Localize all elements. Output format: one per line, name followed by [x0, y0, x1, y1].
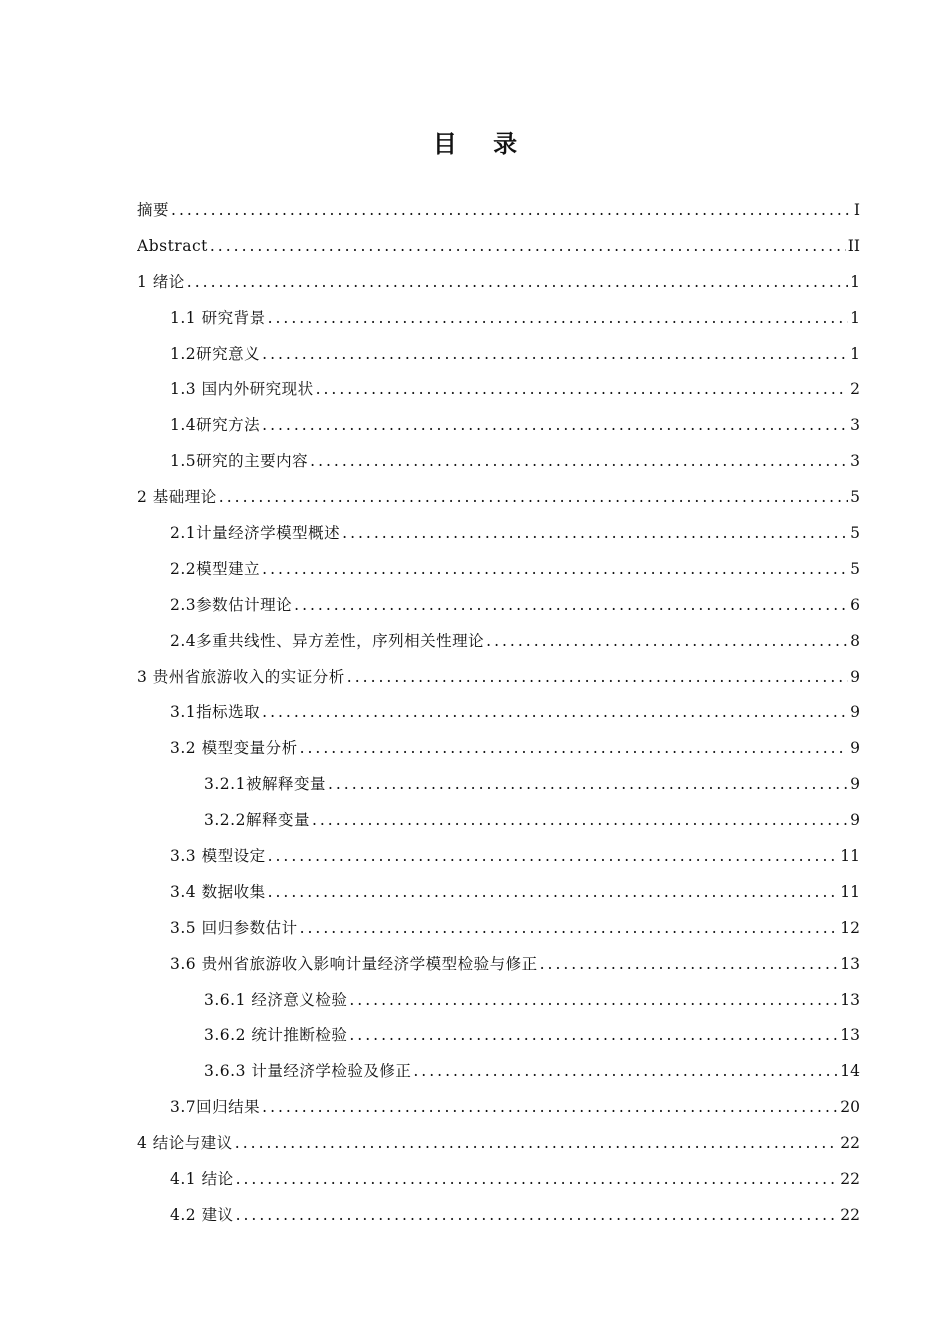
dot-leader — [342, 516, 848, 552]
dot-leader — [236, 1162, 839, 1198]
toc-entry-title: 3.1指标选取 — [170, 703, 261, 722]
toc-entry[interactable] — [137, 1162, 860, 1198]
toc-entry[interactable] — [137, 767, 860, 803]
toc-entry-title: 4.2 建议 — [170, 1205, 234, 1224]
toc-entry-page-number: 6 — [850, 595, 860, 614]
toc-entry[interactable] — [137, 552, 860, 588]
dot-leader — [300, 911, 839, 947]
dot-leader — [486, 624, 848, 660]
toc-entry-title: 2.4多重共线性、异方差性，序列相关性理论 — [170, 631, 485, 650]
dot-leader — [262, 552, 848, 588]
toc-entry-title: 摘要 — [137, 201, 170, 219]
toc-entry-title: 3.6 贵州省旅游收入影响计量经济学模型检验与修正 — [170, 954, 538, 973]
toc-entry[interactable] — [137, 947, 860, 983]
toc-entry-page-number: 9 — [850, 739, 860, 758]
toc-entry[interactable] — [137, 983, 860, 1019]
dot-leader — [540, 947, 839, 983]
dot-leader — [236, 1198, 839, 1234]
dot-leader — [316, 372, 849, 408]
toc-entry-title: 3.2 模型变量分析 — [170, 739, 298, 758]
toc-entry[interactable] — [137, 337, 860, 373]
toc-entry-title: 3 贵州省旅游收入的实证分析 — [137, 667, 345, 686]
toc-entry-page-number: 22 — [840, 1170, 860, 1189]
toc-entry-title: 3.6.3 计量经济学检验及修正 — [204, 1062, 412, 1081]
table-of-contents — [137, 193, 860, 1234]
toc-entry[interactable] — [137, 660, 860, 696]
toc-entry-page-number: 13 — [840, 1026, 860, 1045]
toc-entry-title: 1 绪论 — [137, 272, 185, 291]
toc-entry-title: 1.4研究方法 — [170, 416, 261, 435]
toc-entry[interactable] — [137, 588, 860, 624]
toc-entry-page-number: 20 — [840, 1098, 860, 1117]
toc-entry-title: 3.6.2 统计推断检验 — [204, 1026, 348, 1045]
toc-entry-title: 3.3 模型设定 — [170, 847, 266, 866]
toc-entry[interactable] — [137, 1126, 860, 1162]
dot-leader — [312, 803, 848, 839]
toc-entry-title: 2.2模型建立 — [170, 559, 261, 578]
toc-entry-page-number: 13 — [840, 954, 860, 973]
toc-entry[interactable] — [137, 731, 860, 767]
toc-entry-title: 4 结论与建议 — [137, 1134, 233, 1153]
dot-leader — [187, 265, 848, 301]
page-title: 目 录 — [432, 130, 532, 158]
dot-leader — [294, 588, 848, 624]
toc-entry-title: 2.3参数估计理论 — [170, 595, 293, 614]
toc-entry[interactable] — [137, 1198, 860, 1234]
dot-leader — [349, 1018, 838, 1054]
toc-entry-title: 4.1 结论 — [170, 1170, 234, 1189]
toc-entry-page-number: 11 — [840, 882, 860, 901]
toc-entry[interactable] — [137, 408, 860, 444]
toc-entry-page-number: 5 — [850, 524, 860, 543]
toc-entry-title: 2.1计量经济学模型概述 — [170, 524, 341, 543]
toc-entry-title: 2 基础理论 — [137, 488, 217, 507]
dot-leader — [328, 767, 848, 803]
toc-entry[interactable] — [137, 839, 860, 875]
dot-leader — [210, 229, 846, 265]
toc-entry[interactable] — [137, 301, 860, 337]
toc-entry[interactable] — [137, 480, 860, 516]
dot-leader — [413, 1054, 838, 1090]
toc-entry[interactable] — [137, 372, 860, 408]
dot-leader — [268, 301, 849, 337]
toc-entry[interactable] — [137, 803, 860, 839]
toc-entry-page-number: 1 — [850, 308, 860, 327]
toc-entry-page-number: 9 — [850, 811, 860, 830]
toc-entry-page-number: I — [853, 201, 860, 219]
dot-leader — [268, 875, 839, 911]
dot-leader — [268, 839, 839, 875]
dot-leader — [235, 1126, 838, 1162]
toc-entry-title: 3.5 回归参数估计 — [170, 918, 298, 937]
toc-entry-page-number: 5 — [850, 488, 860, 507]
toc-entry-page-number: 12 — [840, 918, 860, 937]
dot-leader — [347, 660, 848, 696]
toc-entry-page-number: 11 — [840, 847, 860, 866]
dot-leader — [219, 480, 848, 516]
toc-entry-page-number: 14 — [840, 1062, 860, 1081]
dot-leader — [349, 983, 838, 1019]
toc-entry-page-number: 13 — [840, 990, 860, 1009]
toc-entry[interactable] — [137, 624, 860, 660]
toc-entry-page-number: 9 — [850, 703, 860, 722]
dot-leader — [262, 1090, 838, 1126]
toc-entry[interactable] — [137, 1018, 860, 1054]
toc-entry-title: 1.5研究的主要内容 — [170, 452, 309, 471]
dot-leader — [300, 731, 849, 767]
toc-entry[interactable] — [137, 695, 860, 731]
dot-leader — [171, 193, 852, 229]
toc-entry-title: 3.4 数据收集 — [170, 882, 266, 901]
dot-leader — [310, 444, 848, 480]
toc-entry-page-number: II — [847, 236, 860, 255]
toc-entry-page-number: 8 — [850, 631, 860, 650]
toc-entry[interactable] — [137, 911, 860, 947]
toc-entry[interactable] — [137, 193, 860, 229]
toc-entry-page-number: 9 — [850, 775, 860, 794]
toc-entry-title: 1.2研究意义 — [170, 344, 261, 363]
toc-entry[interactable] — [137, 265, 860, 301]
toc-entry-page-number: 2 — [850, 380, 860, 399]
toc-entry-page-number: 3 — [850, 452, 860, 471]
dot-leader — [262, 337, 848, 373]
toc-entry-page-number: 1 — [850, 344, 860, 363]
toc-entry[interactable] — [137, 875, 860, 911]
toc-entry-title: 3.6.1 经济意义检验 — [204, 990, 348, 1009]
toc-entry-title: 1.1 研究背景 — [170, 308, 266, 327]
toc-entry[interactable] — [137, 444, 860, 480]
toc-entry-page-number: 22 — [840, 1205, 860, 1224]
toc-entry-title: 1.3 国内外研究现状 — [170, 380, 314, 399]
toc-entry-title: Abstract — [137, 236, 208, 255]
toc-entry-page-number: 3 — [850, 416, 860, 435]
toc-entry[interactable] — [137, 1090, 860, 1126]
toc-entry-title: 3.2.2解释变量 — [204, 811, 310, 830]
toc-entry-page-number: 1 — [850, 272, 860, 291]
toc-entry-title: 3.7回归结果 — [170, 1098, 261, 1117]
toc-entry[interactable] — [137, 516, 860, 552]
toc-entry[interactable] — [137, 1054, 860, 1090]
toc-entry-page-number: 22 — [840, 1134, 860, 1153]
toc-entry-title: 3.2.1被解释变量 — [204, 775, 326, 794]
dot-leader — [262, 695, 848, 731]
dot-leader — [262, 408, 848, 444]
toc-entry[interactable] — [137, 229, 860, 265]
toc-entry-page-number: 5 — [850, 559, 860, 578]
toc-entry-page-number: 9 — [850, 667, 860, 686]
